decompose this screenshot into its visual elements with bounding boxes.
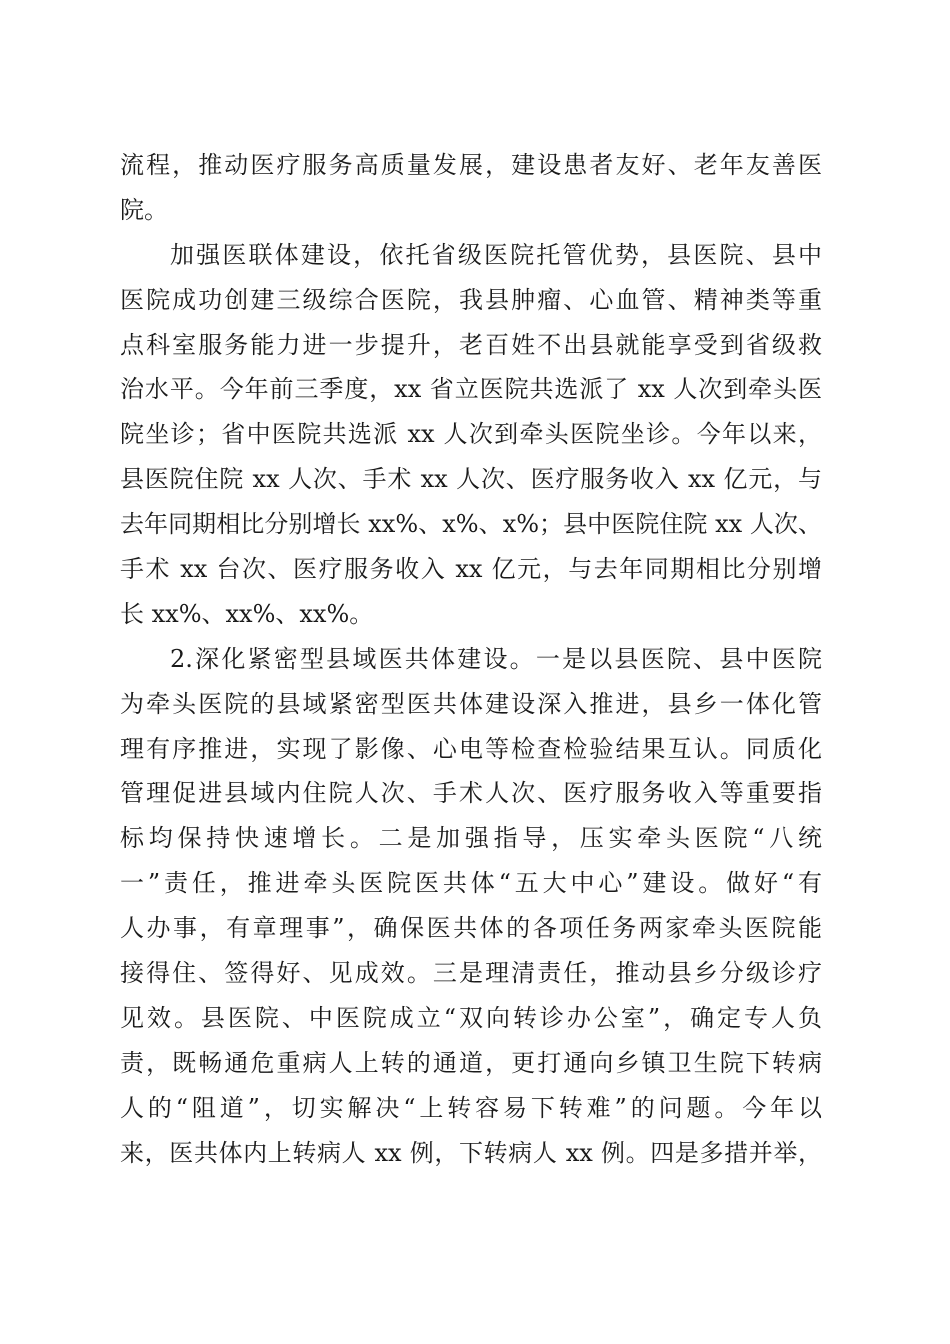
paragraph-line: 一”责任，推进牵头医院医共体“五大中心”建设。做好“有 <box>120 869 822 898</box>
paragraph-line: 责，既畅通危重病人上转的通道，更打通向乡镇卫生院下转病 <box>120 1048 822 1077</box>
paragraph-line: 手术 xx 台次、医疗服务收入 xx 亿元，与去年同期相比分别增 <box>120 555 822 584</box>
paragraph-line: 去年同期相比分别增长 xx%、x%、x%；县中医院住院 xx 人次、 <box>120 510 822 539</box>
paragraph-line: 见效。县医院、中医院成立“双向转诊办公室”，确定专人负 <box>120 1003 822 1032</box>
paragraph-line: 医院成功创建三级综合医院，我县肿瘤、心血管、精神类等重 <box>120 285 822 314</box>
paragraph-line: 为牵头医院的县域紧密型医共体建设深入推进，县乡一体化管 <box>120 689 822 718</box>
paragraph-line: 管理促进县域内住院人次、手术人次、医疗服务收入等重要指 <box>120 779 822 808</box>
paragraph-line: 理有序推进，实现了影像、心电等检查检验结果互认。同质化 <box>120 734 822 763</box>
paragraph-line: 加强医联体建设，依托省级医院托管优势，县医院、县中 <box>170 240 822 269</box>
paragraph-line: 长 xx%、xx%、xx%。 <box>120 599 374 628</box>
paragraph-line: 治水平。今年前三季度，xx 省立医院共选派了 xx 人次到牵头医 <box>120 375 822 404</box>
paragraph-line: 标均保持快速增长。二是加强指导，压实牵头医院“八统 <box>120 824 822 853</box>
document-page <box>120 148 822 1180</box>
paragraph-line: 院。 <box>120 195 168 224</box>
paragraph-line: 来，医共体内上转病人 xx 例，下转病人 xx 例。四是多措并举， <box>120 1138 822 1167</box>
paragraph-line: 人的“阻道”，切实解决“上转容易下转难”的问题。今年以 <box>120 1093 822 1122</box>
paragraph-line: 流程，推动医疗服务高质量发展，建设患者友好、老年友善医 <box>120 151 822 179</box>
paragraph-line: 点科室服务能力进一步提升，老百姓不出县就能享受到省级救 <box>120 330 822 359</box>
paragraph-line: 接得住、签得好、见成效。三是理清责任，推动县乡分级诊疗 <box>120 959 822 988</box>
paragraph-line: 院坐诊；省中医院共选派 xx 人次到牵头医院坐诊。今年以来， <box>120 420 822 449</box>
paragraph-line: 人办事，有章理事”，确保医共体的各项任务两家牵头医院能 <box>120 914 822 943</box>
section-heading-line: 2.深化紧密型县域医共体建设。一是以县医院、县中医院 <box>170 644 822 673</box>
paragraph-line: 县医院住院 xx 人次、手术 xx 人次、医疗服务收入 xx 亿元，与 <box>120 465 822 494</box>
